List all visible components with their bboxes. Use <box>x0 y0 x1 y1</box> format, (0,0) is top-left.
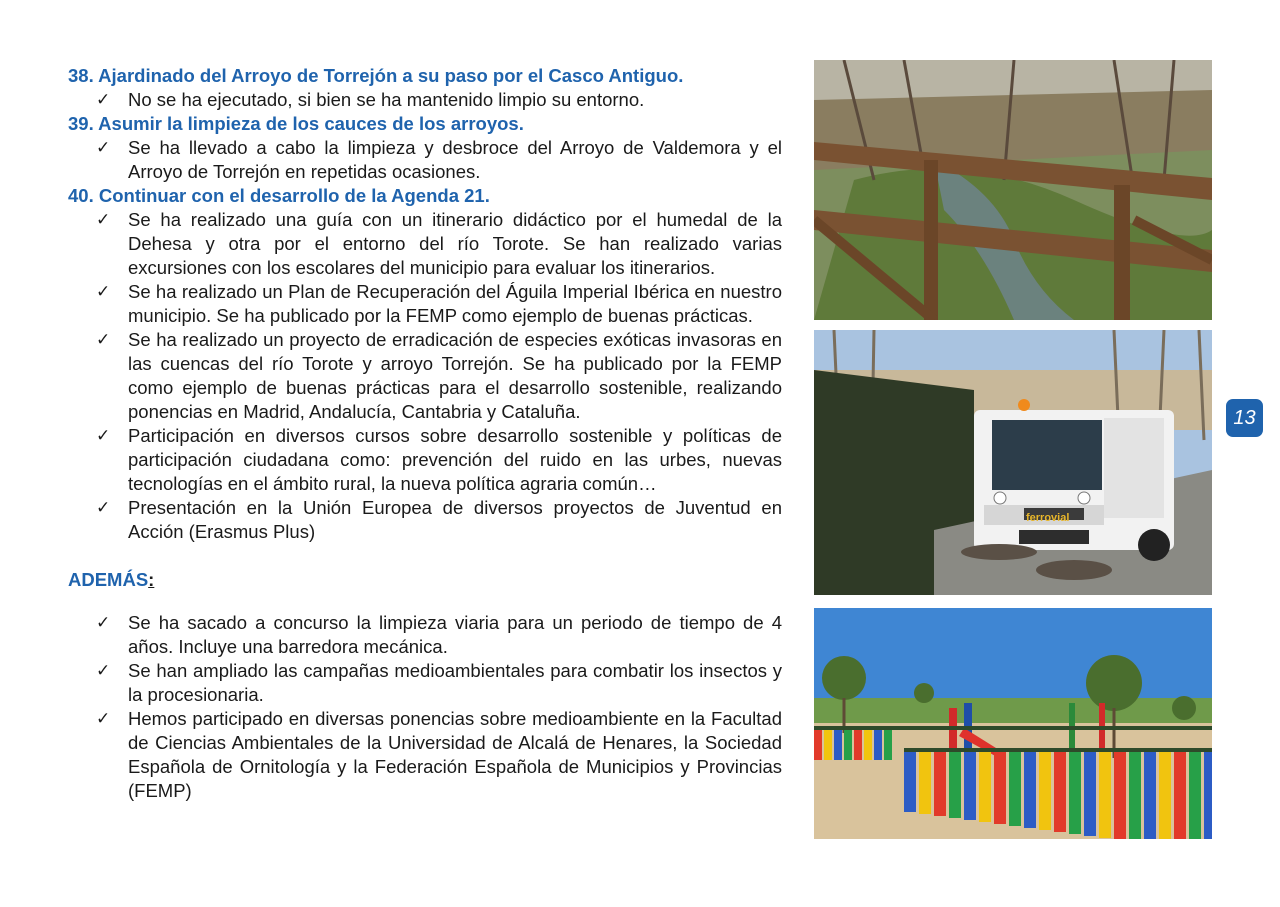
checkmark-icon: ✓ <box>96 612 111 633</box>
section-40-list <box>68 208 782 544</box>
photo-street-sweeper <box>814 330 1212 595</box>
list-item: ✓ Se ha realizado un Plan de Recuperación del Águila Imperial Ibérica en nuestro municipio. Se ha publicado por la FEMP como ejemplo de buenas prácticas. <box>96 281 782 326</box>
section-38-list <box>68 88 782 112</box>
checkmark-icon: ✓ <box>96 210 111 230</box>
page-number-tab: 13 <box>1226 399 1263 437</box>
photo-playground <box>814 608 1212 839</box>
checkmark-icon: ✓ <box>96 138 111 158</box>
list-item: ✓ Se ha realizado una guía con un itinerario didáctico por el humedal de la Dehesa y otra por el entorno del río Torote. Se han realizado varias excursiones con los escolares del municipio para evaluar los itinerarios. <box>96 209 782 278</box>
checkmark-icon: ✓ <box>96 660 111 681</box>
ademas-list <box>68 611 782 803</box>
photo-stream-bridge <box>814 60 1212 320</box>
ademas-heading: ADEMÁS: <box>68 569 155 590</box>
list-item: ✓ Presentación en la Unión Europea de diversos proyectos de Juventud en Acción (Erasmus Plus) <box>96 497 782 542</box>
checkmark-icon: ✓ <box>96 282 111 302</box>
list-item: ✓ Hemos participado en diversas ponencias sobre medioambiente en la Facultad de Ciencias Ambientales de la Universidad de Alcalá de Henares, la Sociedad Española de Ornitología y la Federación Española de Municipios y Provincias (FEMP) <box>96 707 782 801</box>
section-39-list <box>68 136 782 184</box>
list-item: ✓ Participación en diversos cursos sobre desarrollo sostenible y políticas de participación ciudadana como: prevención del ruido en las urbes, nuevas tecnologías en el ámbito rural, la nueva política agraria común… <box>96 425 782 494</box>
list-item: ✓ Se ha sacado a concurso la limpieza viaria para un periodo de tiempo de 4 años. Incluye una barredora mecánica. <box>96 611 782 657</box>
list-item: ✓ Se han ampliado las campañas medioambientales para combatir los insectos y la procesionaria. <box>96 659 782 705</box>
checkmark-icon: ✓ <box>96 330 111 350</box>
document-body <box>68 64 782 803</box>
section-heading-38: 38. Ajardinado del Arroyo de Torrejón a su paso por el Casco Antiguo. <box>68 65 684 86</box>
list-item: ✓ Se ha llevado a cabo la limpieza y desbroce del Arroyo de Valdemora y el Arroyo de Torrejón en repetidas ocasiones. <box>96 137 782 182</box>
checkmark-icon: ✓ <box>96 90 111 110</box>
list-item: ✓ No se ha ejecutado, si bien se ha mantenido limpio su entorno. <box>96 89 645 110</box>
list-item: ✓ Se ha realizado un proyecto de erradicación de especies exóticas invasoras en las cuencas del río Torote y arroyo Torrejón. Se ha publicado por la FEMP como ejemplo de buenas prácticas para el desarrollo sostenible, realizando ponencias en Madrid, Andalucía, Cantabria y Cataluña. <box>96 329 782 422</box>
section-heading-40: 40. Continuar con el desarrollo de la Agenda 21. <box>68 185 490 206</box>
section-heading-39: 39. Asumir la limpieza de los cauces de los arroyos. <box>68 113 524 134</box>
checkmark-icon: ✓ <box>96 498 111 518</box>
checkmark-icon: ✓ <box>96 426 111 446</box>
sweeper-brand-text: ferrovial <box>1026 512 1070 524</box>
checkmark-icon: ✓ <box>96 708 111 729</box>
